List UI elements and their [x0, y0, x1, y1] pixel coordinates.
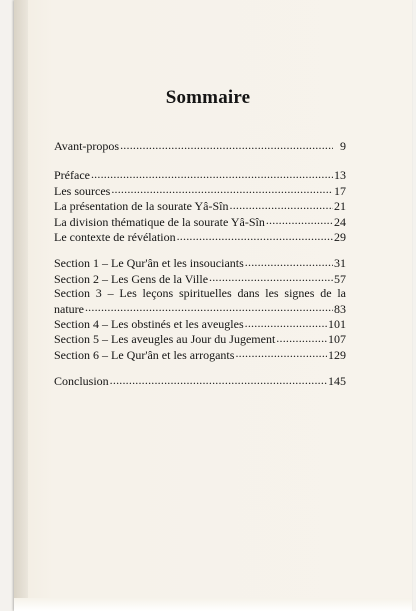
toc-entry-page: 21: [334, 199, 346, 214]
toc-entry-page: 129: [328, 347, 346, 362]
toc-entry-label: La division thématique de la sourate Yâ-Sîn: [54, 214, 265, 229]
toc-leader-dots: [266, 214, 333, 226]
toc-leader-dots: [276, 331, 327, 343]
toc-entry-contexte: [54, 229, 346, 244]
toc-entry-avant-propos: [54, 138, 346, 153]
toc-entry-section-1: [54, 255, 346, 270]
toc-entry-label-line2: nature: [54, 301, 84, 316]
toc-entry-section-6: [54, 347, 346, 362]
toc-entry-preface: [54, 167, 346, 182]
toc-entry-section-2: [54, 271, 346, 286]
toc-entry-label: Section 1 – Le Qur'ân et les insouciants: [54, 256, 244, 271]
toc-entry-section-3: [54, 286, 346, 316]
toc-entry-label: Section 2 – Les Gens de la Ville: [54, 271, 209, 286]
toc-entry-page: 31: [334, 256, 346, 271]
toc-leader-dots: [230, 198, 334, 210]
toc-leader-dots: [120, 138, 333, 150]
toc-entry-label: Conclusion: [54, 374, 109, 389]
toc-leader-dots: [110, 373, 327, 385]
toc-leader-dots: [91, 167, 333, 179]
toc-entry-page: 24: [334, 214, 346, 229]
toc-entry-label: Section 6 – Le Qur'ân et les arrogants: [54, 347, 235, 362]
toc-entry-page: 83: [334, 301, 346, 316]
toc-entry-conclusion: [54, 373, 346, 388]
toc-leader-dots: [111, 183, 333, 195]
table-of-contents: [54, 138, 346, 389]
toc-entry-page: 145: [328, 374, 346, 389]
toc-leader-dots: [209, 271, 333, 283]
page-title: Sommaire: [165, 87, 251, 108]
toc-entry-page: 101: [328, 317, 346, 332]
toc-leader-dots: [85, 301, 333, 313]
toc-entry-division: [54, 214, 346, 229]
toc-entry-section-5: [54, 331, 346, 346]
toc-entry-section-4: [54, 316, 346, 331]
toc-entry-page: 29: [334, 230, 346, 245]
toc-leader-dots: [245, 316, 327, 328]
toc-entry-label: Avant-propos: [54, 139, 120, 153]
toc-leader-dots: [245, 255, 333, 267]
page-bottom-edge: [14, 598, 412, 611]
toc-entry-page: 9: [340, 139, 346, 153]
toc-entry-label: Le contexte de révélation: [54, 230, 176, 245]
toc-entry-label: Section 4 – Les obstinés et les aveugles: [54, 317, 244, 332]
toc-entry-label: Préface: [54, 168, 90, 183]
toc-entry-label: Les sources: [54, 183, 111, 198]
toc-entry-page: 13: [334, 168, 346, 183]
toc-entry-label: Section 5 – Les aveugles au Jour du Jugement: [54, 332, 276, 347]
toc-entry-page: 107: [328, 332, 346, 347]
toc-entry-sources: [54, 183, 346, 198]
toc-entry-page: 57: [334, 271, 346, 286]
toc-entry-presentation: [54, 198, 346, 213]
toc-leader-dots: [177, 229, 333, 241]
toc-entry-page: 17: [334, 183, 346, 198]
toc-leader-dots: [235, 347, 327, 359]
toc-entry-label-line1: Section 3 – Les leçons spirituelles dans les signes de la: [54, 286, 346, 301]
toc-entry-label: La présentation de la sourate Yâ-Sîn: [54, 199, 229, 214]
